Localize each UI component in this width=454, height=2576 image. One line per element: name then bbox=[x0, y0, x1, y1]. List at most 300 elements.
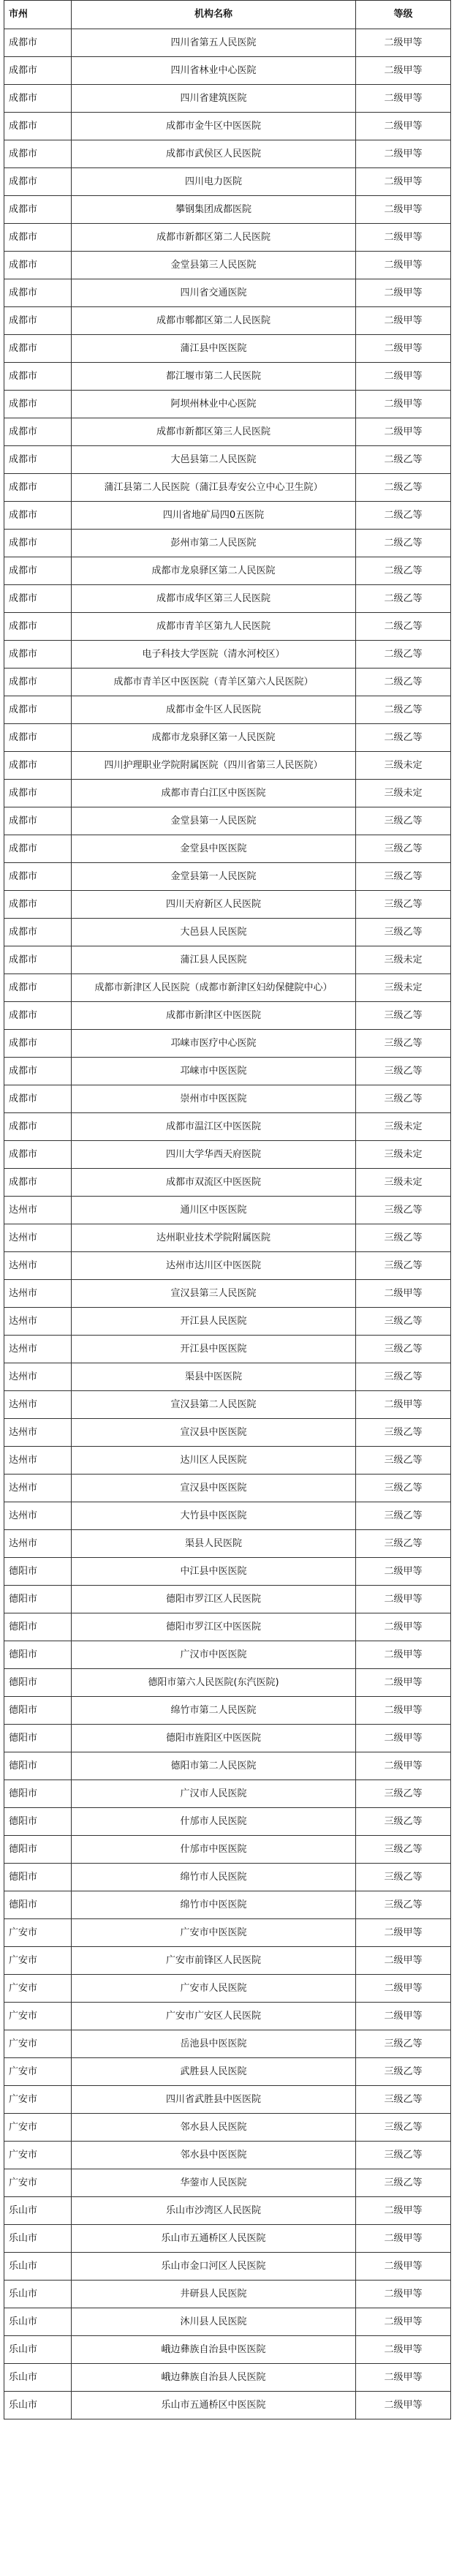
cell-institution-name: 金堂县第一人民医院 bbox=[72, 863, 356, 891]
cell-grade: 二级甲等 bbox=[356, 1975, 451, 2003]
cell-city: 成都市 bbox=[4, 1169, 72, 1197]
cell-city: 成都市 bbox=[4, 113, 72, 140]
table-row bbox=[4, 57, 451, 85]
cell-city: 广安市 bbox=[4, 1919, 72, 1947]
cell-grade: 二级甲等 bbox=[356, 113, 451, 140]
cell-city: 成都市 bbox=[4, 974, 72, 1002]
table-row bbox=[4, 724, 451, 752]
table-row bbox=[4, 641, 451, 669]
table-row bbox=[4, 391, 451, 418]
cell-grade: 二级甲等 bbox=[356, 391, 451, 418]
cell-city: 成都市 bbox=[4, 696, 72, 724]
cell-institution-name: 大竹县中医医院 bbox=[72, 1502, 356, 1530]
cell-institution-name: 四川省交通医院 bbox=[72, 279, 356, 307]
cell-institution-name: 什邡市人民医院 bbox=[72, 1808, 356, 1836]
cell-grade: 三级乙等 bbox=[356, 1836, 451, 1864]
cell-grade: 三级未定 bbox=[356, 1169, 451, 1197]
table-row bbox=[4, 1336, 451, 1363]
table-row bbox=[4, 335, 451, 363]
cell-city: 德阳市 bbox=[4, 1808, 72, 1836]
cell-city: 成都市 bbox=[4, 669, 72, 696]
table-row bbox=[4, 1975, 451, 2003]
cell-city: 广安市 bbox=[4, 2114, 72, 2142]
cell-grade: 三级乙等 bbox=[356, 1891, 451, 1919]
cell-institution-name: 四川省建筑医院 bbox=[72, 85, 356, 113]
cell-institution-name: 邛崃市中医医院 bbox=[72, 1058, 356, 1085]
table-row bbox=[4, 1224, 451, 1252]
cell-institution-name: 宣汉县中医医院 bbox=[72, 1419, 356, 1447]
cell-city: 成都市 bbox=[4, 863, 72, 891]
table-row bbox=[4, 363, 451, 391]
table-row bbox=[4, 140, 451, 168]
cell-institution-name: 德阳市旌阳区中医医院 bbox=[72, 1725, 356, 1752]
cell-grade: 三级乙等 bbox=[356, 2169, 451, 2197]
table-row bbox=[4, 2114, 451, 2142]
cell-city: 成都市 bbox=[4, 530, 72, 557]
cell-grade: 二级甲等 bbox=[356, 1586, 451, 1613]
cell-grade: 二级甲等 bbox=[356, 1613, 451, 1641]
table-row bbox=[4, 891, 451, 919]
table-row bbox=[4, 1613, 451, 1641]
table-row bbox=[4, 1169, 451, 1197]
cell-institution-name: 四川电力医院 bbox=[72, 168, 356, 196]
cell-institution-name: 达州职业技术学院附属医院 bbox=[72, 1224, 356, 1252]
cell-city: 成都市 bbox=[4, 1085, 72, 1113]
cell-city: 德阳市 bbox=[4, 1836, 72, 1864]
cell-grade: 二级甲等 bbox=[356, 418, 451, 446]
table-row bbox=[4, 1641, 451, 1669]
cell-grade: 三级未定 bbox=[356, 780, 451, 807]
cell-city: 成都市 bbox=[4, 140, 72, 168]
cell-city: 成都市 bbox=[4, 307, 72, 335]
cell-institution-name: 广安市前锋区人民医院 bbox=[72, 1947, 356, 1975]
table-row bbox=[4, 1530, 451, 1558]
cell-institution-name: 达川区人民医院 bbox=[72, 1447, 356, 1475]
cell-grade: 三级未定 bbox=[356, 1113, 451, 1141]
cell-institution-name: 四川天府新区人民医院 bbox=[72, 891, 356, 919]
cell-institution-name: 中江县中医医院 bbox=[72, 1558, 356, 1586]
cell-city: 德阳市 bbox=[4, 1669, 72, 1697]
cell-institution-name: 蒲江县第二人民医院（蒲江县寿安公立中心卫生院） bbox=[72, 474, 356, 502]
cell-grade: 三级乙等 bbox=[356, 2142, 451, 2169]
table-row bbox=[4, 2336, 451, 2364]
table-row bbox=[4, 946, 451, 974]
cell-grade: 二级乙等 bbox=[356, 641, 451, 669]
table-row bbox=[4, 780, 451, 807]
cell-city: 乐山市 bbox=[4, 2281, 72, 2308]
cell-institution-name: 德阳市第六人民医院(东汽医院) bbox=[72, 1669, 356, 1697]
hospital-table-container bbox=[4, 0, 450, 2419]
cell-city: 乐山市 bbox=[4, 2364, 72, 2392]
cell-city: 成都市 bbox=[4, 585, 72, 613]
cell-institution-name: 广汉市人民医院 bbox=[72, 1780, 356, 1808]
cell-institution-name: 开江县人民医院 bbox=[72, 1308, 356, 1336]
cell-grade: 二级乙等 bbox=[356, 474, 451, 502]
cell-city: 成都市 bbox=[4, 1141, 72, 1169]
table-row bbox=[4, 1197, 451, 1224]
cell-institution-name: 彭州市第二人民医院 bbox=[72, 530, 356, 557]
table-row bbox=[4, 168, 451, 196]
table-row bbox=[4, 1085, 451, 1113]
cell-grade: 二级乙等 bbox=[356, 446, 451, 474]
cell-grade: 三级未定 bbox=[356, 974, 451, 1002]
cell-city: 德阳市 bbox=[4, 1864, 72, 1891]
cell-city: 德阳市 bbox=[4, 1613, 72, 1641]
cell-grade: 三级乙等 bbox=[356, 1502, 451, 1530]
cell-grade: 二级甲等 bbox=[356, 1280, 451, 1308]
cell-institution-name: 什邡市中医医院 bbox=[72, 1836, 356, 1864]
cell-institution-name: 峨边彝族自治县人民医院 bbox=[72, 2364, 356, 2392]
cell-city: 乐山市 bbox=[4, 2253, 72, 2281]
cell-grade: 三级乙等 bbox=[356, 1808, 451, 1836]
table-row bbox=[4, 474, 451, 502]
cell-city: 达州市 bbox=[4, 1447, 72, 1475]
table-row bbox=[4, 1780, 451, 1808]
table-row bbox=[4, 1808, 451, 1836]
cell-institution-name: 乐山市五通桥区中医医院 bbox=[72, 2392, 356, 2419]
table-body bbox=[4, 29, 451, 2419]
cell-city: 成都市 bbox=[4, 335, 72, 363]
table-row bbox=[4, 1252, 451, 1280]
table-row bbox=[4, 1280, 451, 1308]
cell-city: 达州市 bbox=[4, 1224, 72, 1252]
cell-city: 成都市 bbox=[4, 1002, 72, 1030]
cell-city: 广安市 bbox=[4, 2030, 72, 2058]
cell-institution-name: 沐川县人民医院 bbox=[72, 2308, 356, 2336]
table-row bbox=[4, 530, 451, 557]
cell-city: 德阳市 bbox=[4, 1697, 72, 1725]
cell-city: 成都市 bbox=[4, 946, 72, 974]
cell-city: 广安市 bbox=[4, 2086, 72, 2114]
cell-institution-name: 峨边彝族自治县中医医院 bbox=[72, 2336, 356, 2364]
cell-institution-name: 成都市青羊区中医医院（青羊区第六人民医院） bbox=[72, 669, 356, 696]
cell-institution-name: 大邑县第二人民医院 bbox=[72, 446, 356, 474]
cell-grade: 三级乙等 bbox=[356, 919, 451, 946]
table-row bbox=[4, 2392, 451, 2419]
cell-city: 达州市 bbox=[4, 1308, 72, 1336]
cell-city: 成都市 bbox=[4, 780, 72, 807]
cell-institution-name: 邛崃市医疗中心医院 bbox=[72, 1030, 356, 1058]
cell-city: 乐山市 bbox=[4, 2336, 72, 2364]
cell-institution-name: 成都市新津区人民医院（成都市新津区妇幼保健院中心） bbox=[72, 974, 356, 1002]
table-row bbox=[4, 2197, 451, 2225]
cell-city: 广安市 bbox=[4, 2003, 72, 2030]
table-row bbox=[4, 1947, 451, 1975]
cell-institution-name: 乐山市沙湾区人民医院 bbox=[72, 2197, 356, 2225]
table-row bbox=[4, 1113, 451, 1141]
cell-institution-name: 金堂县中医医院 bbox=[72, 835, 356, 863]
table-row bbox=[4, 2030, 451, 2058]
cell-grade: 二级甲等 bbox=[356, 2308, 451, 2336]
cell-institution-name: 成都市金牛区中医医院 bbox=[72, 113, 356, 140]
cell-grade: 三级乙等 bbox=[356, 1308, 451, 1336]
cell-city: 成都市 bbox=[4, 474, 72, 502]
cell-institution-name: 四川护理职业学院附属医院（四川省第三人民医院） bbox=[72, 752, 356, 780]
cell-grade: 三级乙等 bbox=[356, 891, 451, 919]
cell-city: 德阳市 bbox=[4, 1891, 72, 1919]
cell-grade: 二级甲等 bbox=[356, 279, 451, 307]
cell-grade: 二级甲等 bbox=[356, 2253, 451, 2281]
table-row bbox=[4, 585, 451, 613]
cell-grade: 二级甲等 bbox=[356, 363, 451, 391]
cell-city: 广安市 bbox=[4, 2169, 72, 2197]
cell-city: 成都市 bbox=[4, 724, 72, 752]
cell-institution-name: 邻水县人民医院 bbox=[72, 2114, 356, 2142]
cell-grade: 二级甲等 bbox=[356, 307, 451, 335]
table-row bbox=[4, 863, 451, 891]
table-row bbox=[4, 557, 451, 585]
table-row bbox=[4, 835, 451, 863]
cell-grade: 二级甲等 bbox=[356, 1641, 451, 1669]
table-row bbox=[4, 1391, 451, 1419]
cell-institution-name: 蒲江县中医医院 bbox=[72, 335, 356, 363]
table-row bbox=[4, 2253, 451, 2281]
cell-institution-name: 广安市中医医院 bbox=[72, 1919, 356, 1947]
table-row bbox=[4, 613, 451, 641]
header-city: 市州 bbox=[4, 1, 72, 29]
cell-city: 达州市 bbox=[4, 1502, 72, 1530]
cell-city: 达州市 bbox=[4, 1336, 72, 1363]
cell-grade: 二级乙等 bbox=[356, 585, 451, 613]
cell-institution-name: 成都市郫都区第二人民医院 bbox=[72, 307, 356, 335]
cell-institution-name: 岳池县中医医院 bbox=[72, 2030, 356, 2058]
table-row bbox=[4, 752, 451, 780]
cell-grade: 三级乙等 bbox=[356, 1252, 451, 1280]
cell-city: 乐山市 bbox=[4, 2392, 72, 2419]
table-row bbox=[4, 696, 451, 724]
cell-city: 成都市 bbox=[4, 641, 72, 669]
cell-grade: 三级乙等 bbox=[356, 1030, 451, 1058]
cell-institution-name: 宣汉县中医医院 bbox=[72, 1475, 356, 1502]
cell-institution-name: 成都市新都区第三人民医院 bbox=[72, 418, 356, 446]
cell-grade: 三级乙等 bbox=[356, 1363, 451, 1391]
cell-institution-name: 德阳市第二人民医院 bbox=[72, 1752, 356, 1780]
cell-institution-name: 绵竹市第二人民医院 bbox=[72, 1697, 356, 1725]
cell-institution-name: 成都市温江区中医医院 bbox=[72, 1113, 356, 1141]
cell-grade: 二级甲等 bbox=[356, 196, 451, 224]
cell-institution-name: 四川省地矿局四0五医院 bbox=[72, 502, 356, 530]
table-row bbox=[4, 418, 451, 446]
cell-grade: 三级未定 bbox=[356, 752, 451, 780]
table-row bbox=[4, 669, 451, 696]
cell-grade: 二级甲等 bbox=[356, 168, 451, 196]
cell-grade: 三级乙等 bbox=[356, 1224, 451, 1252]
cell-city: 成都市 bbox=[4, 196, 72, 224]
cell-grade: 三级未定 bbox=[356, 946, 451, 974]
cell-grade: 三级乙等 bbox=[356, 863, 451, 891]
cell-institution-name: 攀钢集团成都医院 bbox=[72, 196, 356, 224]
cell-grade: 二级乙等 bbox=[356, 696, 451, 724]
cell-institution-name: 渠县人民医院 bbox=[72, 1530, 356, 1558]
table-header-row bbox=[4, 1, 451, 29]
cell-grade: 三级乙等 bbox=[356, 1447, 451, 1475]
cell-grade: 二级甲等 bbox=[356, 1558, 451, 1586]
cell-institution-name: 成都市龙泉驿区第一人民医院 bbox=[72, 724, 356, 752]
table-row bbox=[4, 1558, 451, 1586]
table-row bbox=[4, 1002, 451, 1030]
cell-city: 乐山市 bbox=[4, 2225, 72, 2253]
cell-institution-name: 四川大学华西天府医院 bbox=[72, 1141, 356, 1169]
cell-city: 成都市 bbox=[4, 446, 72, 474]
cell-grade: 三级乙等 bbox=[356, 1002, 451, 1030]
cell-city: 成都市 bbox=[4, 752, 72, 780]
cell-institution-name: 蒲江县人民医院 bbox=[72, 946, 356, 974]
cell-institution-name: 四川省第五人民医院 bbox=[72, 29, 356, 57]
cell-city: 乐山市 bbox=[4, 2308, 72, 2336]
table-row bbox=[4, 2142, 451, 2169]
table-row bbox=[4, 1725, 451, 1752]
cell-grade: 二级甲等 bbox=[356, 2003, 451, 2030]
cell-grade: 二级甲等 bbox=[356, 1725, 451, 1752]
cell-grade: 二级甲等 bbox=[356, 2281, 451, 2308]
cell-grade: 二级甲等 bbox=[356, 2364, 451, 2392]
cell-city: 成都市 bbox=[4, 168, 72, 196]
cell-city: 成都市 bbox=[4, 85, 72, 113]
cell-grade: 二级甲等 bbox=[356, 85, 451, 113]
cell-grade: 三级乙等 bbox=[356, 835, 451, 863]
cell-institution-name: 四川省武胜县中医医院 bbox=[72, 2086, 356, 2114]
table-row bbox=[4, 1586, 451, 1613]
table-row bbox=[4, 279, 451, 307]
table-row bbox=[4, 1447, 451, 1475]
table-row bbox=[4, 1919, 451, 1947]
cell-city: 成都市 bbox=[4, 391, 72, 418]
cell-grade: 三级乙等 bbox=[356, 1475, 451, 1502]
cell-grade: 二级甲等 bbox=[356, 1391, 451, 1419]
cell-city: 德阳市 bbox=[4, 1586, 72, 1613]
cell-grade: 三级乙等 bbox=[356, 2086, 451, 2114]
cell-city: 德阳市 bbox=[4, 1780, 72, 1808]
cell-city: 达州市 bbox=[4, 1391, 72, 1419]
table-row bbox=[4, 1864, 451, 1891]
table-row bbox=[4, 1502, 451, 1530]
table-row bbox=[4, 1697, 451, 1725]
table-row bbox=[4, 29, 451, 57]
table-row bbox=[4, 2086, 451, 2114]
cell-city: 广安市 bbox=[4, 1947, 72, 1975]
table-row bbox=[4, 1419, 451, 1447]
cell-institution-name: 成都市龙泉驿区第二人民医院 bbox=[72, 557, 356, 585]
cell-city: 成都市 bbox=[4, 363, 72, 391]
cell-grade: 三级乙等 bbox=[356, 1197, 451, 1224]
cell-institution-name: 都江堰市第二人民医院 bbox=[72, 363, 356, 391]
table-row bbox=[4, 2308, 451, 2336]
cell-institution-name: 阿坝州林业中心医院 bbox=[72, 391, 356, 418]
cell-city: 德阳市 bbox=[4, 1752, 72, 1780]
cell-institution-name: 绵竹市人民医院 bbox=[72, 1864, 356, 1891]
cell-city: 达州市 bbox=[4, 1252, 72, 1280]
cell-grade: 二级乙等 bbox=[356, 669, 451, 696]
table-row bbox=[4, 1836, 451, 1864]
cell-city: 达州市 bbox=[4, 1197, 72, 1224]
cell-grade: 三级乙等 bbox=[356, 807, 451, 835]
cell-institution-name: 四川省林业中心医院 bbox=[72, 57, 356, 85]
cell-city: 德阳市 bbox=[4, 1725, 72, 1752]
cell-institution-name: 达州市达川区中医医院 bbox=[72, 1252, 356, 1280]
table-row bbox=[4, 1752, 451, 1780]
table-row bbox=[4, 2058, 451, 2086]
cell-institution-name: 成都市青羊区第九人民医院 bbox=[72, 613, 356, 641]
cell-grade: 二级乙等 bbox=[356, 557, 451, 585]
cell-institution-name: 成都市新都区第二人民医院 bbox=[72, 224, 356, 252]
cell-institution-name: 开江县中医医院 bbox=[72, 1336, 356, 1363]
cell-institution-name: 成都市新津区中医医院 bbox=[72, 1002, 356, 1030]
table-row bbox=[4, 1030, 451, 1058]
cell-grade: 三级乙等 bbox=[356, 1864, 451, 1891]
header-institution-name: 机构名称 bbox=[72, 1, 356, 29]
cell-grade: 二级甲等 bbox=[356, 1669, 451, 1697]
cell-city: 成都市 bbox=[4, 418, 72, 446]
table-row bbox=[4, 919, 451, 946]
cell-institution-name: 金堂县第三人民医院 bbox=[72, 252, 356, 279]
cell-city: 达州市 bbox=[4, 1419, 72, 1447]
cell-institution-name: 德阳市罗江区人民医院 bbox=[72, 1586, 356, 1613]
cell-city: 成都市 bbox=[4, 557, 72, 585]
header-grade: 等级 bbox=[356, 1, 451, 29]
cell-institution-name: 成都市青白江区中医医院 bbox=[72, 780, 356, 807]
cell-institution-name: 邻水县中医医院 bbox=[72, 2142, 356, 2169]
cell-grade: 二级甲等 bbox=[356, 1947, 451, 1975]
cell-institution-name: 华蓥市人民医院 bbox=[72, 2169, 356, 2197]
table-row bbox=[4, 2169, 451, 2197]
cell-institution-name: 武胜县人民医院 bbox=[72, 2058, 356, 2086]
table-row bbox=[4, 1058, 451, 1085]
table-row bbox=[4, 113, 451, 140]
cell-grade: 三级乙等 bbox=[356, 2030, 451, 2058]
cell-institution-name: 成都市成华区第三人民医院 bbox=[72, 585, 356, 613]
hospital-table bbox=[4, 0, 451, 2419]
cell-grade: 三级乙等 bbox=[356, 1530, 451, 1558]
cell-institution-name: 乐山市金口河区人民医院 bbox=[72, 2253, 356, 2281]
cell-city: 成都市 bbox=[4, 1030, 72, 1058]
cell-institution-name: 大邑县人民医院 bbox=[72, 919, 356, 946]
cell-grade: 二级甲等 bbox=[356, 29, 451, 57]
table-row bbox=[4, 1141, 451, 1169]
cell-city: 成都市 bbox=[4, 252, 72, 279]
cell-institution-name: 电子科技大学医院（清水河校区） bbox=[72, 641, 356, 669]
cell-city: 成都市 bbox=[4, 29, 72, 57]
cell-grade: 二级甲等 bbox=[356, 140, 451, 168]
cell-institution-name: 广安市人民医院 bbox=[72, 1975, 356, 2003]
cell-grade: 二级甲等 bbox=[356, 2336, 451, 2364]
cell-grade: 二级甲等 bbox=[356, 2225, 451, 2253]
table-row bbox=[4, 224, 451, 252]
cell-city: 广安市 bbox=[4, 2058, 72, 2086]
cell-grade: 二级甲等 bbox=[356, 224, 451, 252]
table-row bbox=[4, 2225, 451, 2253]
table-row bbox=[4, 307, 451, 335]
cell-city: 成都市 bbox=[4, 807, 72, 835]
table-row bbox=[4, 446, 451, 474]
cell-grade: 二级乙等 bbox=[356, 530, 451, 557]
cell-grade: 三级乙等 bbox=[356, 1336, 451, 1363]
table-row bbox=[4, 502, 451, 530]
cell-institution-name: 成都市武侯区人民医院 bbox=[72, 140, 356, 168]
cell-city: 成都市 bbox=[4, 279, 72, 307]
table-row bbox=[4, 2364, 451, 2392]
cell-grade: 二级甲等 bbox=[356, 2197, 451, 2225]
cell-city: 达州市 bbox=[4, 1530, 72, 1558]
table-row bbox=[4, 2281, 451, 2308]
cell-institution-name: 广安市广安区人民医院 bbox=[72, 2003, 356, 2030]
cell-city: 成都市 bbox=[4, 224, 72, 252]
cell-city: 广安市 bbox=[4, 1975, 72, 2003]
cell-institution-name: 金堂县第一人民医院 bbox=[72, 807, 356, 835]
cell-city: 达州市 bbox=[4, 1280, 72, 1308]
cell-grade: 二级甲等 bbox=[356, 57, 451, 85]
cell-institution-name: 崇州市中医医院 bbox=[72, 1085, 356, 1113]
cell-grade: 二级甲等 bbox=[356, 1697, 451, 1725]
